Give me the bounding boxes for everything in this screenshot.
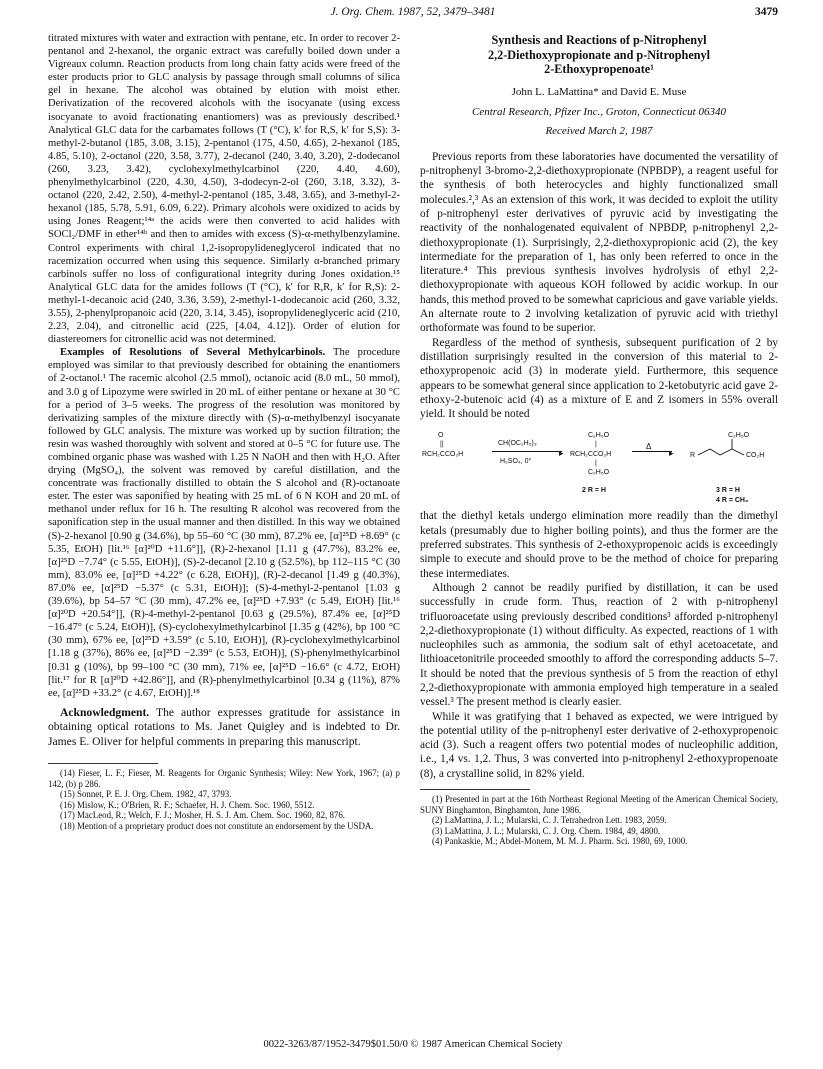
scheme-starting-material: RCH₂CCO₂H <box>422 451 464 459</box>
scheme-intermediate: RCH₂CCO₂H <box>570 451 612 459</box>
scheme-arrowhead-1: ▸ <box>559 448 564 459</box>
copyright-footer: 0022-3263/87/1952-3479$01.50/0 © 1987 American Chemical Society <box>263 1039 563 1050</box>
scheme-int-ethoxy-top: C₂H₅O <box>588 432 610 440</box>
intro-paragraph: Previous reports from these laboratories have documented the versatility of p-nitrophenyl 3-bromo-2,2-diethoxypropionate (NPBDP), a reagent useful for the synthesis of both heterocycles and highly functionalized small molecules.²,³ As an extension of this work, it was decided to exploit the utility of p-nitrophenyl ester derivatives of pyruvic acid by investigating the reactivity of the nonhalogenated equivalent of NPBDP, p-nitrophenyl 2,2-diethoxypropionate (1). Surprisingly, 2,2-diethoxypropionic acid (2), the key intermediate for the preparation of 1, has only been referred to once in the literature.⁴ This previous synthesis involves hydrolysis of ethyl 2,2-diethoxypropionate with aqueous KOH followed by acidic workup. In our hands, this method proved to be somewhat capricious and gave variable yields. An alternate route to 2 involving ketalization of pyruvic acid with triethyl orthoformate was found to be superior. <box>420 150 778 335</box>
footnote: (3) LaMattina, J. L.; Mularski, C. J. Org. Chem. 1984, 49, 4800. <box>432 825 661 836</box>
propenoate-paragraph: While it was gratifying that 1 behaved as expected, we were intrigued by the potential utility of the p-nitrophenyl ester derivative of 2-ethoxypropenoic acid (3). Such a reagent offers two potential modes of nucleophilic addition, i.e., 1,4 vs. 1,2. Thus, 3 was converted into p-nitrophenyl 2-ethoxypropenoate (8), a crystalline solid, in 82% yield. <box>420 710 778 780</box>
footnote: (18) Mention of a proprietary product does not constitute an endorsement by the USDA. <box>60 820 374 831</box>
footnote: (15) Sonnet, P. E. J. Org. Chem. 1982, 47, 3793. <box>60 789 232 800</box>
experimental-paragraph: titrated mixtures with water and extraction with pentane, etc. In order to recover 2-pentanol and 2-hexanol, the organic extract was carefully boiled down under a Vigreaux column. Reaction products from long chain fatty acids were freed of the ester products prior to GLC analysis by passage through small columns of silica gel in hexane. The alcohol was obtained by elution with moist ether. Derivatization of the recovered alcohols with the isocyanate (using excess isocyanate to avoid fractionating enantiomers) was as previously described.¹ Analytical GLC data for the carbamates follows (T (°C), k′ for R,S, k′ for S,S): 3-methyl-2-butanol (185, 3.08, 3.15), 2-pentanol (175, 4.50, 4.65), 2-hexanol (185, 4.85, 5.10), 2-octanol (220, 3.58, 3.77), 2-decanol (240, 3.40, 3.20), 2-dodecanol (260, 3.23, 3.42), cyclohexylmethylcarbinol (220, 4.40, 4.60), phenylmethylcarbinol (220, 4.30, 4.50), 3-dodecyn-2-ol (260, 3.18, 3.32), 3-octanol (220, 2.42, 2.50), 4-methyl-2-pentanol (185, 3.48, 3.65), and 3-methyl-2-hexanol (185, 5.78, 5.91, 6.09, 6.22). Primary alcohols were oxidized to acids by using Jones Reagent;¹⁴ᵃ the acids were then converted to acid halides with SOCl₂/DMF in ether¹⁴ᵇ and then to amides with excess (S)-α-methylbenzylamine. Control experiments with chiral 1,2-isopropylideneglycerol indicated that no racemization occurred when using this sequence. Similarly α-branched primary carbinols suffer no loss of configurational integrity during Jones oxidation.¹⁵ Analytical GLC data for the amides follows (T (°C), k′ for R,R, k′ for R,S): 2-methyl-1-decanoic acid (240, 3.36, 3.59), 2-methyl-1-dodecanoic acid (260, 3.32, 3.55), 2-phenylpropanoic acid (220, 3.14, 3.45), isopropylideneglyceric acid (210, 2.23, 2.04), and citronellic acid (225, [4.04, 4.12]). Order of elution for diastereomers for citronellic acid was not determined. <box>48 33 400 346</box>
scheme-arrowhead-2: ▸ <box>669 448 674 459</box>
reaction-scheme <box>420 427 778 535</box>
scheme-arrow-2 <box>632 451 672 452</box>
scheme-compound-3-label: 3 R = H <box>716 487 740 495</box>
affiliation: Central Research, Pfizer Inc., Groton, Connecticut 06340 <box>472 105 726 118</box>
page-number: 3479 <box>755 6 778 18</box>
authors: John L. LaMattina* and David E. Muse <box>511 85 687 98</box>
footnote: (1) Presented in part at the 16th Northeast Regional Meeting of the American Chemical Society, SUNY Binghamton, Binghamton, June 1986. <box>420 794 778 815</box>
footnote: (14) Fieser, L. F.; Fieser, M. Reagents for Organic Synthesis; Wiley: New York, 1967; (a) p 142, (b) p 286. <box>48 768 400 789</box>
footnote: (4) Pankaskie, M.; Abdel-Monem, M. M. J. Pharm. Sci. 1980, 69, 1000. <box>432 836 688 847</box>
footnote-divider <box>48 763 158 764</box>
footnote: (16) Mislow, K.; O'Brien, R. F.; Schaefer, H. J. Chem. Soc. 1960, 5512. <box>60 799 315 810</box>
scheme-compound-2-label: 2 R = H <box>582 487 606 495</box>
title-line: 2-Ethoxypropenoate¹ <box>544 62 654 76</box>
purification-paragraph: Regardless of the method of synthesis, subsequent purification of 2 by distillation surprisingly resulted in the conversion of this material to 2-ethoxypropenoic acid (3) in moderate yield. Furthermore, this sequence appears to be somewhat general since application to 2-ketobutyric acid gave 2-ethoxy-2-butenoic acid (4) as a mixture of E and Z isomers in 55% overall yield. It should be noted <box>420 336 778 421</box>
scheme-product-acid: CO₂H <box>746 452 765 460</box>
footnote: (17) MacLeod, R.; Welch, F. J.; Mosher, H. S. J. Am. Chem. Soc. 1960, 82, 876. <box>60 810 345 821</box>
left-column <box>48 32 400 832</box>
scheme-compound-4-label: 4 R = CH₃ <box>716 497 749 505</box>
scheme-reagent-1: CH(OC₂H₅)₃ <box>498 440 537 448</box>
scheme-carbonyl-o: O <box>438 432 444 440</box>
scheme-product-r: R <box>690 452 696 460</box>
reaction-paragraph: Although 2 cannot be readily purified by distillation, it can be used successfully in crude form. Thus, reaction of 2 with p-nitrophenyl trifluoroacetate using previously described conditions³ afforded p-nitrophenyl 2,2-diethoxypropionate (1) without difficulty. As expected, reactions of 1 with nucleophiles such as ammonia, the sodium salt of ethyl acetoacetate, and lithioacetonitrile proceeded smoothly to afford the corresponding adducts 5–7. It should be noted that the previous synthesis of 5 from the reaction of ethyl 2,2-diethoxypropionate with ammonia employed high temperature in a sealed vessel.³ The present method is clearly easier. <box>420 581 778 709</box>
footnote: (2) LaMattina, J. L.; Mularski, C. J. Tetrahedron Lett. 1983, 2059. <box>432 815 667 826</box>
scheme-arrow-1 <box>492 451 562 452</box>
scheme-prod-ethoxy: C₂H₅O <box>728 432 750 440</box>
footnote-divider <box>420 789 530 790</box>
ketal-paragraph: that the diethyl ketals undergo elimination more readily than the dimethyl ketals (presumably due to higher boiling points), and thus the former are the preferred substrates. This synthesis of 2-ethoxypropenoic acids is exceedingly simple to execute and should prove to be the method of choice for preparing these intermediates. <box>420 510 778 580</box>
scheme-reagent-2: H₂SO₄, 0° <box>500 458 532 466</box>
title-line: 2,2-Diethoxypropionate and p-Nitrophenyl <box>488 47 710 62</box>
received-date: Received March 2, 1987 <box>545 124 653 137</box>
resolution-paragraph <box>48 346 400 700</box>
acknowledgment <box>48 706 400 749</box>
scheme-double-bond: || <box>440 441 444 449</box>
page-header <box>48 6 778 24</box>
acknowledgment-heading: Acknowledgment. <box>60 705 150 719</box>
scheme-bond: | <box>595 441 597 449</box>
title-line: Synthesis and Reactions of p-Nitrophenyl <box>491 33 707 47</box>
scheme-heat: Δ <box>646 442 652 452</box>
journal-citation: J. Org. Chem. 1987, 52, 3479–3481 <box>330 6 496 18</box>
scheme-bond: | <box>595 460 597 468</box>
article-title <box>420 33 778 77</box>
acknowledgment-text: The author expresses gratitude for assistance in obtaining optical rotations to Ms. Janet Quigley and is indebted to Dr. James E. Oliver for helpful comments in preparing this manuscript. <box>48 705 400 748</box>
scheme-int-ethoxy-bottom: C₂H₅O <box>588 469 610 477</box>
right-column <box>420 32 778 847</box>
resolution-heading: Examples of Resolutions of Several Methylcarbinols. <box>60 347 326 359</box>
resolution-text: The procedure employed was similar to that previously described for obtaining the enantiomers of 2-octanol.¹ The racemic alcohol (2.5 mmol), octanoic acid (8.0 mL, 50 mmol), and 3.0 g of Lipozyme were swirled in 20 mL of either pentane or hexane at 30 °C for a period of 3–5 weeks. The progress of the resolution was monitored by derivatizing samples of the mixture directly with (S)-α-methylbenzyl isocyanate followed by GLC analysis. The mixture was worked up by suction filtration; the resin was washed thoroughly with solvent and stored at 0–5 °C for future use. The combined organic phase was washed with 1.25 N NaOH and then with H₂O. After drying (MgSO₄), the solvent was removed by careful distillation, and the concentrate was fractionally distilled to obtain the S alcohol and (R)-octanoate ester. The ester was saponified by heating with 25 mL of 6 N KOH and 20 mL of methanol under reflux for 16 h. The resulting R alcohol was recovered from the saponification step in the usual manner and then distilled. In this way we obtained (S)-2-hexanol [0.90 g (34.6%), bp 55–60 °C (30 mm), 87.2% ee, [α]²⁵D +8.69° (c 5.35, EtOH) [lit.¹⁶ [α]²⁰D +11.6°]], (R)-2-hexanol [1.11 g (47.7%), 83.2% ee, [α]²⁵D −7.74° (c 5.55, EtOH)], (S)-2-decanol [2.10 g (52.5%), bp 112–115 °C (30 mm), 83.0% ee, [α]²⁵D +4.22° (c 6.28, EtOH)], (R)-2-decanol [1.49 g (40.3%), 87.0% ee, [α]²⁵D −5.37° (c 5.31, EtOH)]; (S)-4-methyl-2-pentanol [1.03 g (39.6%), bp 54–57 °C (30 mm), 47.2% ee, [α]²⁵D +7.93° (c 5.49, EtOH) [lit.¹⁶ [α]²⁰D +20.54°]], (R)-4-methyl-2-pentanol [0.63 g (29.5%), 87.4% ee, [α]²⁵D −16.47° (c 5.24, EtOH)], (S)-cyclohexylmethylcarbinol [1.35 g (42%), bp 100 °C (30 mm), 67% ee, [α]²⁵D +3.59° (c 5.10, EtOH)], (R)-cyclohexylmethylcarbinol [1.18 g (37%), 86% ee, [α]²⁵D −2.39° (c 5.53, EtOH)], (S)-phenylmethylcarbinol [0.31 g (10%), bp 99–100 °C (30 mm), 71% ee, [α]²⁵D −16.6° (c 4.72, EtOH) [lit.¹⁷ for R [α]²⁰D +42.86°]], and (R)-phenylmethylcarbinol [0.34 g (11%), 87% ee, [α]²⁵D +33.2° (c 4.67, EtOH)].¹⁸ <box>48 347 400 699</box>
